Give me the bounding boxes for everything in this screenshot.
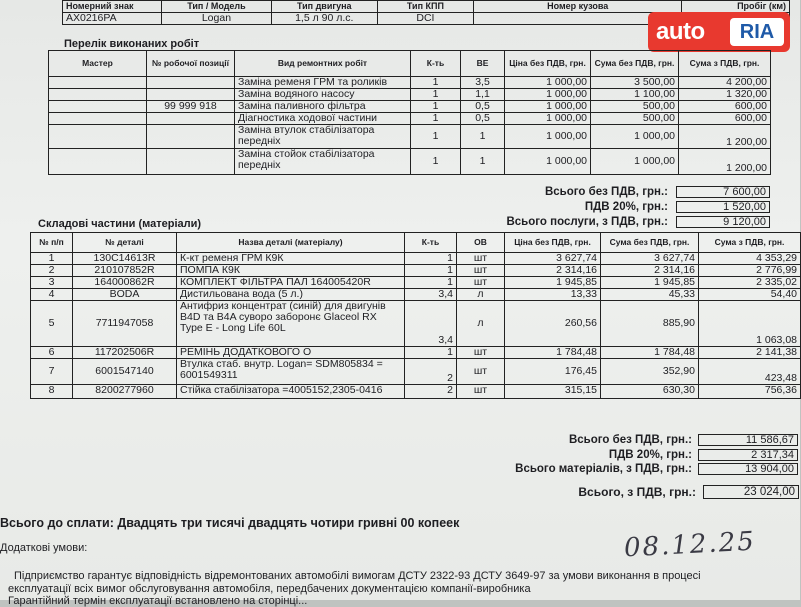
parts-number: 7711947058 <box>73 301 177 347</box>
parts-sum-vat: 1 063,08 <box>699 301 801 347</box>
parts-sum: 352,90 <box>601 359 699 385</box>
works-name: Заміна ременя ГРМ та роликів <box>235 77 411 89</box>
works-master <box>49 125 147 149</box>
parts-ov: л <box>457 289 505 301</box>
parts-row <box>31 289 801 301</box>
parts-sum-vat: 54,40 <box>699 289 801 301</box>
parts-section-title: Складові частини (матеріали) <box>38 218 202 230</box>
parts-ov: шт <box>457 265 505 277</box>
parts-name: ПОМПА К9К <box>177 265 405 277</box>
works-row <box>49 101 771 113</box>
works-master <box>49 113 147 125</box>
parts-row <box>31 385 801 399</box>
works-vat-label: ПДВ 20%, грн.: <box>584 201 668 213</box>
parts-col-qty: К-ть <box>405 233 457 253</box>
works-col-ve: ВЕ <box>461 51 505 77</box>
works-ve: 1,1 <box>461 89 505 101</box>
parts-sum: 885,90 <box>601 301 699 347</box>
works-services-total-value: 9 120,00 <box>676 216 770 228</box>
parts-sum: 45,33 <box>601 289 699 301</box>
parts-sum: 630,30 <box>601 385 699 399</box>
parts-qty: 1 <box>405 277 457 289</box>
vehicle-header-labels <box>63 1 790 13</box>
parts-number: 6001547140 <box>73 359 177 385</box>
works-position <box>147 113 235 125</box>
works-col-name: Вид ремонтних робіт <box>235 51 411 77</box>
parts-qty: 1 <box>405 347 457 359</box>
parts-vat-label: ПДВ 20%, грн.: <box>608 449 692 461</box>
works-qty: 1 <box>411 101 461 113</box>
parts-row <box>31 253 801 265</box>
parts-ov: шт <box>457 253 505 265</box>
parts-n: 2 <box>31 265 73 277</box>
works-row <box>49 149 771 175</box>
parts-row <box>31 359 801 385</box>
parts-row <box>31 347 801 359</box>
works-price: 1 000,00 <box>505 113 591 125</box>
parts-n: 3 <box>31 277 73 289</box>
parts-materials-total-label: Всього матеріалів, з ПДВ, грн.: <box>515 463 692 475</box>
vehicle-plate-label: Номерний знак <box>63 1 162 13</box>
works-col-sum-vat: Сума з ПДВ, грн. <box>679 51 771 77</box>
vehicle-plate-value: AX0216PA <box>63 13 162 25</box>
conditions-line-2: експлуатації всіх вимог обслуговування автомобіля, передбачених документацією компанії-виробника <box>8 583 531 595</box>
parts-n: 1 <box>31 253 73 265</box>
parts-n: 4 <box>31 289 73 301</box>
parts-name: К-кт ременя ГРМ К9К <box>177 253 405 265</box>
parts-price: 2 314,16 <box>505 265 601 277</box>
works-vat-value: 1 520,00 <box>676 201 770 213</box>
works-sum-vat: 600,00 <box>679 113 771 125</box>
handwritten-date: 08.12.25 <box>623 526 757 564</box>
parts-qty: 1 <box>405 253 457 265</box>
parts-n: 5 <box>31 301 73 347</box>
works-row <box>49 77 771 89</box>
works-row <box>49 113 771 125</box>
works-qty: 1 <box>411 149 461 175</box>
works-col-qty: К-ть <box>411 51 461 77</box>
works-ve: 0,5 <box>461 113 505 125</box>
parts-price: 13,33 <box>505 289 601 301</box>
parts-qty: 2 <box>405 359 457 385</box>
engine-type-label: Тип двигуна <box>271 1 377 13</box>
works-price: 1 000,00 <box>505 125 591 149</box>
gearbox-type-value: DCI <box>377 13 474 25</box>
grand-total-label: Всього, з ПДВ, грн.: <box>578 485 696 499</box>
conditions-line-3: Гарантійний термін експлуатації встановлено на сторінці... <box>8 595 308 607</box>
parts-price: 315,15 <box>505 385 601 399</box>
works-section-title: Перелік виконаних робіт <box>64 38 200 50</box>
works-services-total-label: Всього послуги, з ПДВ, грн.: <box>506 216 668 228</box>
works-ve: 3,5 <box>461 77 505 89</box>
parts-name: Втулка стаб. внутр. Logan= SDM805834 = 6001549311 <box>177 359 405 385</box>
parts-ov: шт <box>457 277 505 289</box>
works-ve: 0,5 <box>461 101 505 113</box>
works-price: 1 000,00 <box>505 101 591 113</box>
parts-col-n: № п/п <box>31 233 73 253</box>
parts-sum-vat: 2 776,99 <box>699 265 801 277</box>
parts-header-row <box>31 233 801 253</box>
works-position <box>147 89 235 101</box>
parts-qty: 2 <box>405 385 457 399</box>
works-master <box>49 77 147 89</box>
parts-materials-total-value: 13 904,00 <box>698 463 798 475</box>
logo-ria-badge: RIA <box>730 18 784 46</box>
parts-number: 117202506R <box>73 347 177 359</box>
works-row <box>49 89 771 101</box>
parts-qty: 1 <box>405 265 457 277</box>
works-qty: 1 <box>411 77 461 89</box>
works-master <box>49 149 147 175</box>
works-name: Заміна стойок стабілізатора передніх <box>235 149 411 175</box>
parts-sum-vat: 2 335,02 <box>699 277 801 289</box>
parts-number: 164000862R <box>73 277 177 289</box>
works-position <box>147 125 235 149</box>
works-name: Заміна водяного насосу <box>235 89 411 101</box>
works-name: Заміна втулок стабілізатора передніх <box>235 125 411 149</box>
parts-n: 7 <box>31 359 73 385</box>
parts-vat-value: 2 317,34 <box>698 449 798 461</box>
parts-col-number: № деталі <box>73 233 177 253</box>
parts-ov: шт <box>457 359 505 385</box>
works-sum: 3 500,00 <box>591 77 679 89</box>
parts-row <box>31 277 801 289</box>
parts-total-value: 11 586,67 <box>698 434 798 446</box>
parts-col-name: Назва деталі (матеріалу) <box>177 233 405 253</box>
parts-price: 260,56 <box>505 301 601 347</box>
parts-sum-vat: 423,48 <box>699 359 801 385</box>
works-sum: 500,00 <box>591 101 679 113</box>
parts-name: Антифриз концентрат (синій) для двигунів B4D та B4A суворо заборонє Glaceol RX Type E - Long Life 60L <box>177 301 405 347</box>
works-name: Заміна паливного фільтра <box>235 101 411 113</box>
parts-col-sum: Сума без ПДВ, грн. <box>601 233 699 253</box>
parts-row <box>31 301 801 347</box>
works-position <box>147 149 235 175</box>
parts-n: 6 <box>31 347 73 359</box>
parts-number: 8200277960 <box>73 385 177 399</box>
works-sum-vat: 1 320,00 <box>679 89 771 101</box>
parts-number: BODA <box>73 289 177 301</box>
works-col-price: Ціна без ПДВ, грн. <box>505 51 591 77</box>
parts-sum: 3 627,74 <box>601 253 699 265</box>
conditions-line-1: Підприємство гарантує відповідність відремонтованих автомобілі вимогам ДСТУ 2322-93 ДСТУ 3649-97 за умови виконання в процесі <box>14 570 701 582</box>
parts-n: 8 <box>31 385 73 399</box>
parts-row <box>31 265 801 277</box>
parts-sum: 1 784,48 <box>601 347 699 359</box>
works-qty: 1 <box>411 89 461 101</box>
parts-name: Стійка стабілізатора =4005152,2305-0416 <box>177 385 405 399</box>
works-price: 1 000,00 <box>505 89 591 101</box>
works-name: Діагностика ходової частини <box>235 113 411 125</box>
mileage-label: Пробіг (км) <box>682 1 790 13</box>
vehicle-model-label: Тип / Модель <box>161 1 271 13</box>
works-qty: 1 <box>411 125 461 149</box>
works-col-master: Мастер <box>49 51 147 77</box>
vehicle-model-value: Logan <box>161 13 271 25</box>
works-price: 1 000,00 <box>505 149 591 175</box>
works-header-row <box>49 51 771 77</box>
parts-qty: 3,4 <box>405 289 457 301</box>
parts-name: КОМПЛЕКТ ФІЛЬТРА ПАЛ 164005420R <box>177 277 405 289</box>
works-sum: 1 100,00 <box>591 89 679 101</box>
parts-sum: 1 945,85 <box>601 277 699 289</box>
parts-sum-vat: 756,36 <box>699 385 801 399</box>
to-pay-text: Всього до сплати: Двадцять три тисячі двадцять чотири гривні 00 копеек <box>0 516 460 530</box>
works-ve: 1 <box>461 125 505 149</box>
works-total-label: Всього без ПДВ, грн.: <box>544 186 668 198</box>
parts-ov: шт <box>457 385 505 399</box>
parts-sum-vat: 2 141,38 <box>699 347 801 359</box>
parts-number: 210107852R <box>73 265 177 277</box>
grand-total-value: 23 024,00 <box>703 485 799 499</box>
parts-ov: л <box>457 301 505 347</box>
works-col-sum: Сума без ПДВ, грн. <box>591 51 679 77</box>
works-sum: 1 000,00 <box>591 125 679 149</box>
works-ve: 1 <box>461 149 505 175</box>
parts-price: 176,45 <box>505 359 601 385</box>
parts-total-label: Всього без ПДВ, грн.: <box>568 434 692 446</box>
parts-sum: 2 314,16 <box>601 265 699 277</box>
parts-price: 1 945,85 <box>505 277 601 289</box>
works-total-value: 7 600,00 <box>676 186 770 198</box>
works-table <box>48 50 771 175</box>
parts-col-price: Ціна без ПДВ, грн. <box>505 233 601 253</box>
works-price: 1 000,00 <box>505 77 591 89</box>
parts-sum-vat: 4 353,29 <box>699 253 801 265</box>
works-sum: 1 000,00 <box>591 149 679 175</box>
works-position: 99 999 918 <box>147 101 235 113</box>
conditions-title: Додаткові умови: <box>0 542 88 554</box>
works-sum-vat: 4 200,00 <box>679 77 771 89</box>
parts-name: РЕМІНЬ ДОДАТКОВОГО О <box>177 347 405 359</box>
parts-col-ov: ОВ <box>457 233 505 253</box>
autoria-logo <box>648 12 790 52</box>
works-sum-vat: 600,00 <box>679 101 771 113</box>
works-position <box>147 77 235 89</box>
works-sum: 500,00 <box>591 113 679 125</box>
parts-number: 130C14613R <box>73 253 177 265</box>
logo-auto-text: auto <box>656 18 705 45</box>
gearbox-type-label: Тип КПП <box>377 1 474 13</box>
works-master <box>49 89 147 101</box>
parts-price: 3 627,74 <box>505 253 601 265</box>
parts-price: 1 784,48 <box>505 347 601 359</box>
body-number-label: Номер кузова <box>474 1 682 13</box>
works-sum-vat: 1 200,00 <box>679 149 771 175</box>
parts-table <box>30 232 801 399</box>
parts-ov: шт <box>457 347 505 359</box>
works-row <box>49 125 771 149</box>
parts-name: Дистильована вода (5 л.) <box>177 289 405 301</box>
engine-type-value: 1,5 л 90 л.с. <box>271 13 377 25</box>
parts-qty: 3,4 <box>405 301 457 347</box>
works-master <box>49 101 147 113</box>
works-qty: 1 <box>411 113 461 125</box>
works-sum-vat: 1 200,00 <box>679 125 771 149</box>
works-col-position: № робочої позиції <box>147 51 235 77</box>
parts-col-sum-vat: Сума з ПДВ, грн. <box>699 233 801 253</box>
